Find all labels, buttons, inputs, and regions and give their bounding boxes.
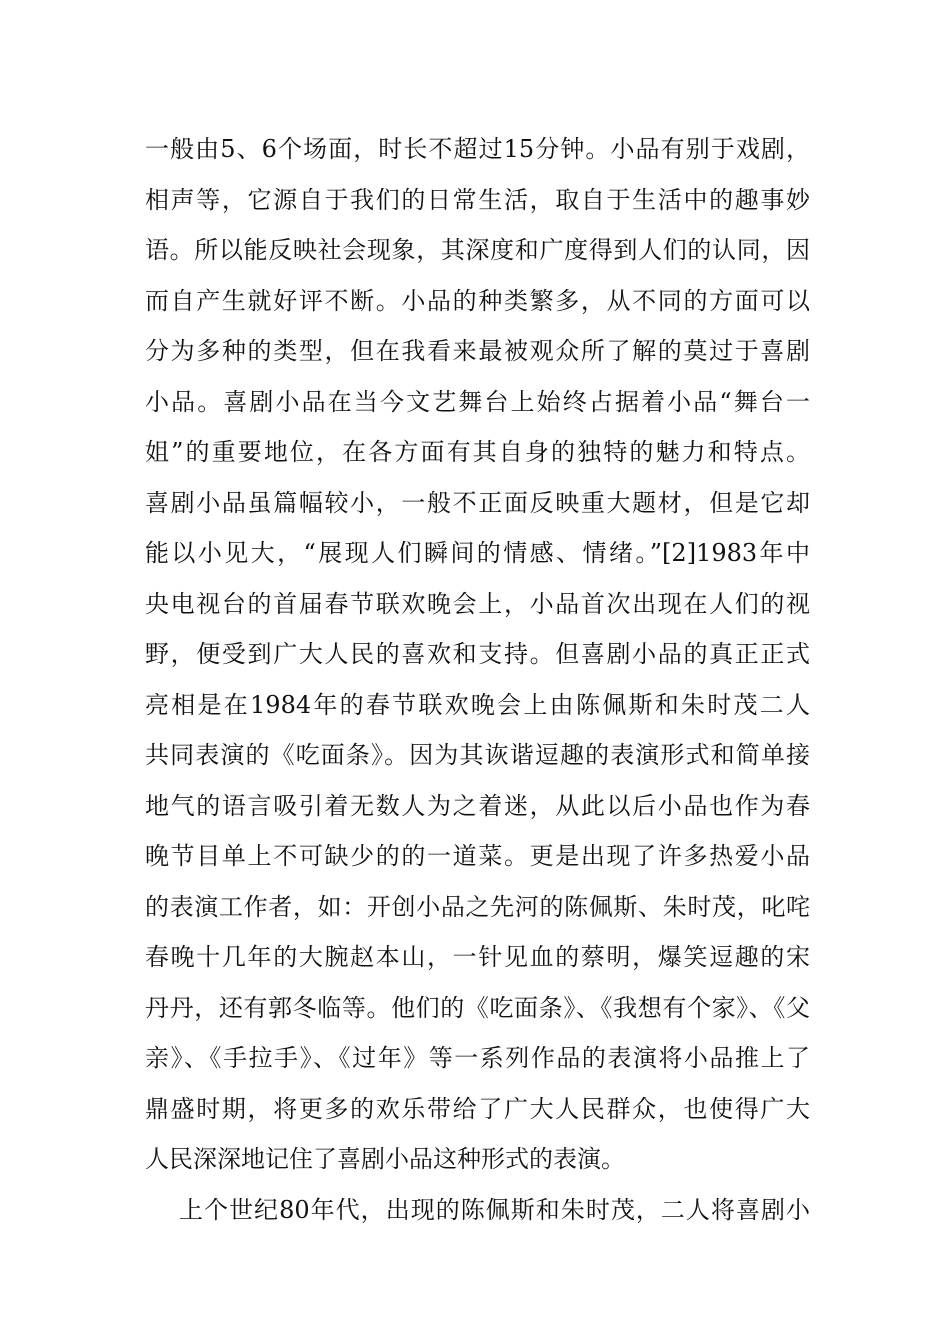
text-line: 亲》、《手拉手》、《过年》等一系列作品的表演将小品推上了 <box>145 1044 810 1072</box>
text-line: 喜剧小品虽篇幅较小，一般不正面反映重大题材，但是它却 <box>145 488 810 517</box>
text-line: 相声等，它源自于我们的日常生活，取自于生活中的趣事妙 <box>145 185 810 214</box>
text-line: 央电视台的首届春节联欢晚会上，小品首次出现在人们的视 <box>145 589 810 618</box>
text-line: 亮相是在1984年的春节联欢晚会上由陈佩斯和朱时茂二人 <box>145 690 810 719</box>
body-text <box>145 124 810 1235</box>
text-line: 春晚十几年的大腕赵本山，一针见血的蔡明，爆笑逗趣的宋 <box>145 943 810 971</box>
text-line: 一般由5、6个场面，时长不超过15分钟。小品有别于戏剧， <box>145 135 810 163</box>
paragraph-end-line: 人民深深地记住了喜剧小品这种形式的表演。 <box>145 1145 625 1173</box>
text-line: 地气的语言吸引着无数人为之着迷，从此以后小品也作为春 <box>145 791 810 820</box>
text-line: 的表演工作者，如：开创小品之先河的陈佩斯、朱时茂，叱咤 <box>145 892 810 921</box>
text-line: 丹丹，还有郭冬临等。他们的《吃面条》、《我想有个家》、《父 <box>145 993 810 1022</box>
text-line: 而自产生就好评不断。小品的种类繁多，从不同的方面可以 <box>145 286 810 315</box>
text-line: 野，便受到广大人民的喜欢和支持。但喜剧小品的真正正式 <box>145 640 810 668</box>
paragraph-start-line: 上个世纪80年代，出现的陈佩斯和朱时茂，二人将喜剧小 <box>179 1195 810 1224</box>
text-line: 能以小见大，“展现人们瞬间的情感、情绪。”[2]1983年中 <box>145 539 810 567</box>
text-line: 语。所以能反映社会现象，其深度和广度得到人们的认同，因 <box>145 236 810 264</box>
text-line: 共同表演的《吃面条》。因为其诙谐逗趣的表演形式和简单接 <box>145 741 810 769</box>
text-line: 小品。喜剧小品在当今文艺舞台上始终占据着小品“舞台一 <box>145 387 810 416</box>
text-line: 晚节目单上不可缺少的的一道菜。更是出现了许多热爱小品 <box>145 842 810 870</box>
text-line: 姐”的重要地位，在各方面有其自身的独特的魅力和特点。 <box>145 438 810 466</box>
text-line: 分为多种的类型，但在我看来最被观众所了解的莫过于喜剧 <box>145 337 810 365</box>
text-line: 鼎盛时期，将更多的欢乐带给了广大人民群众，也使得广大 <box>145 1094 810 1123</box>
